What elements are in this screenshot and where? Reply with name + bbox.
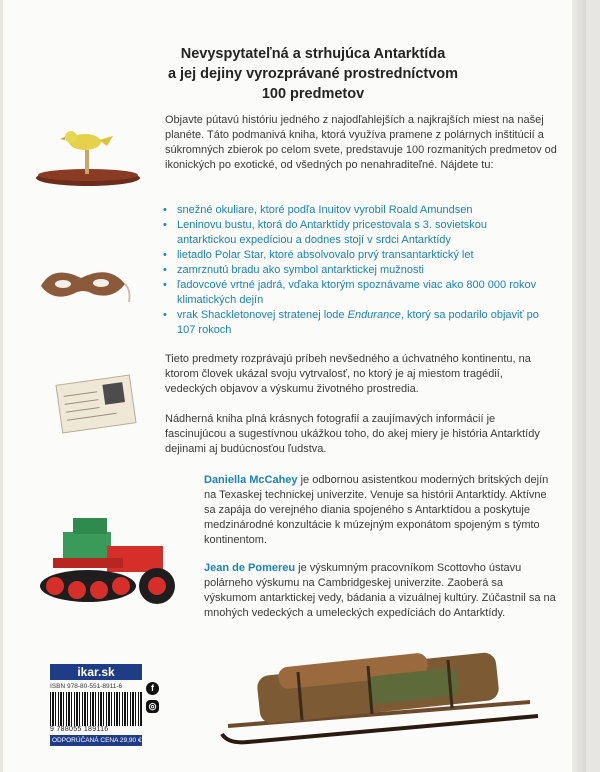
list-item: • lietadlo Polar Star, ktoré absolvovalo prvý transantarktický let (163, 248, 543, 263)
leather-mask-image (33, 256, 133, 311)
spine-edge (572, 0, 586, 772)
list-item: • snežné okuliare, ktoré podľa Inuitov vyrobil Roald Amundsen (163, 203, 543, 218)
canary-stand-image (33, 120, 143, 192)
list-item-text: , ktorý sa podarilo objaviť po 107 rokoch (177, 309, 539, 336)
ship-name: Endurance (347, 309, 401, 321)
list-item: • ľadovcové vrtné jadrá, vďaka ktorým spoznávame viac ako 800 000 rokov klimatických dejín (163, 278, 543, 308)
cover-headline (153, 44, 473, 104)
object-list (163, 203, 543, 338)
facebook-icon: f (146, 682, 159, 695)
author-bio-pomereu (204, 561, 556, 621)
recommended-price: ODPORÚČANÁ CENA 29,90 € (52, 737, 142, 744)
publisher-site: ikar.sk (50, 664, 142, 680)
instagram-icon: ◎ (146, 700, 159, 713)
list-item (163, 308, 543, 338)
list-item: • Leninovu bustu, ktorá do Antarktídy pricestovala s 3. sovietskou antarktickou expedíciou a dodnes stojí v srdci Antarktídy (163, 218, 543, 248)
headline-line-2: a jej dejiny vyrozprávané prostredníctvom (167, 66, 459, 82)
author-bio-text: je výskumným pracovníkom Scottovho ústavu polárneho výskumu na Cambridgeskej univerzite. Zaoberá sa výskumom antarktickej vedy, bádania a vizuálnej kultúry. Zúčastnil sa na mnohých vedeckých a umeleckých expedíciách do Antarktídy. (204, 562, 556, 619)
headline-line-3: 100 predmetov (261, 86, 365, 102)
praise-paragraph: Nádherná kniha plná krásnych fotografií a zaujímavých informácií je fascinujúcou a sugestívnou ukážkou toho, do akej miery je história Antarktídy dejinami aj budúcnosťou ľudstva. (165, 413, 540, 455)
intro-paragraph: Objavte pútavú históriu jedného z najodľahlejších a najkrajších miest na našej planéte. Táto podmanivá kniha, ktorá využíva pramene z polárnych inštitúcií a súkromných zbierok po celom svete, predstavuje 100 rozmanitých predmetov od ikonických po exotické, od všedných po nenahraditeľné. Nájdete tu: (165, 114, 557, 171)
author-name: Daniella McCahey (204, 474, 298, 486)
postcard-image (55, 372, 137, 436)
barcode (50, 692, 142, 726)
isbn: ISBN 978-80-551-8911-6 (50, 683, 123, 690)
tractor-image (33, 512, 183, 612)
list-item-text: vrak Shackletonovej stratenej lode (177, 309, 348, 321)
author-bio-text: je odbornou asistentkou moderných britských dejín na Texaskej technickej univerzite. Venuje sa histórii Antarktídy. Aktívne sa zapája do verejného diania spojeného s Antarktídou a poskytuje medzinárodné konzultácie k múzejným exponátom spojeným s týmto kontinentom. (204, 474, 549, 546)
publisher-block (50, 664, 142, 746)
headline-line-1: Nevyspytateľná a strhujúca Antarktída (180, 46, 446, 62)
sledge-image (218, 642, 548, 752)
author-name: Jean de Pomereu (204, 562, 296, 574)
barcode-digits: 9 788055 189116 (50, 726, 109, 733)
objects-paragraph: Tieto predmety rozprávajú príbeh nevšedného a úchvatného kontinentu, na ktorom človek ukázal svoju vytrvalosť, no ktorý je aj miestom tragédií, vedeckých objavov a výskumu životného prostredia. (165, 353, 531, 395)
list-item: • zamrznutú bradu ako symbol antarktickej mužnosti (163, 263, 543, 278)
author-bio-mccahey (204, 473, 556, 548)
